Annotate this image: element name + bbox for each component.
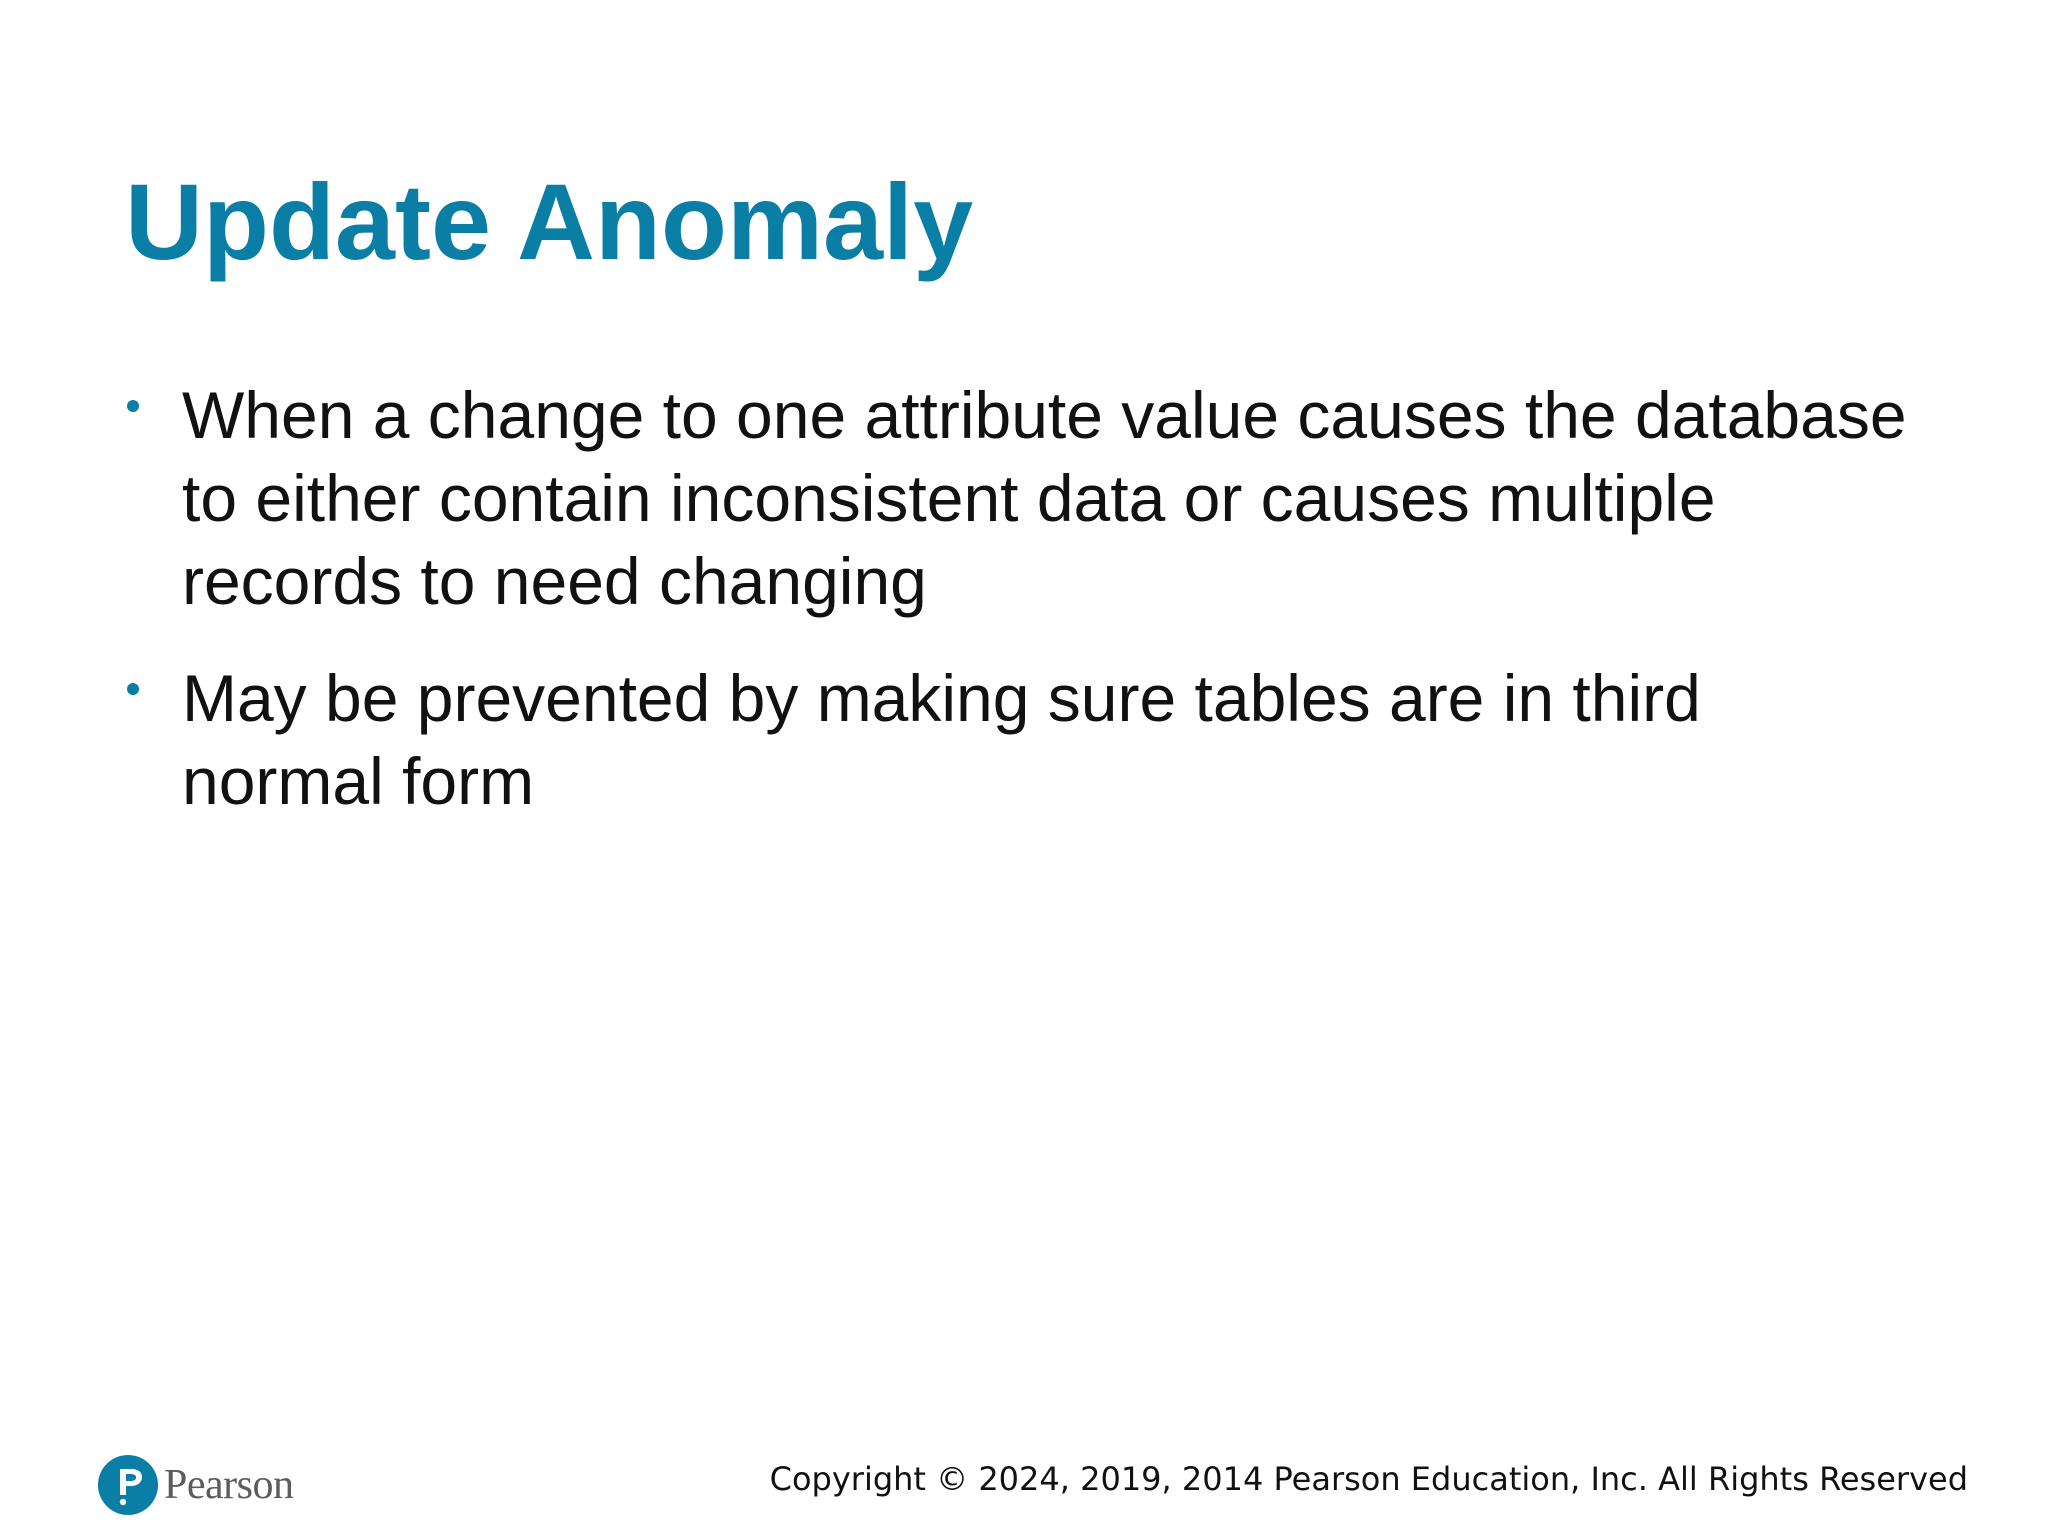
logo-text: Pearson [164, 1462, 294, 1508]
bullet-text: When a change to one attribute value causes the database to either contain inconsistent data or causes multiple records to need changing [182, 378, 1907, 618]
pearson-logo [98, 1452, 293, 1518]
bullet-item [125, 374, 1915, 623]
footer [0, 1440, 2048, 1520]
bullet-list [125, 374, 1915, 857]
pearson-logo-icon [98, 1455, 158, 1515]
copyright-text: Copyright © 2024, 2019, 2014 Pearson Education, Inc. All Rights Reserved [769, 1460, 1968, 1498]
bullet-text: May be prevented by making sure tables are in third normal form [182, 661, 1701, 818]
bullet-dot-icon [127, 683, 139, 695]
bullet-item [125, 657, 1915, 823]
bullet-dot-icon [127, 400, 139, 412]
slide-title: Update Anomaly [125, 161, 974, 282]
